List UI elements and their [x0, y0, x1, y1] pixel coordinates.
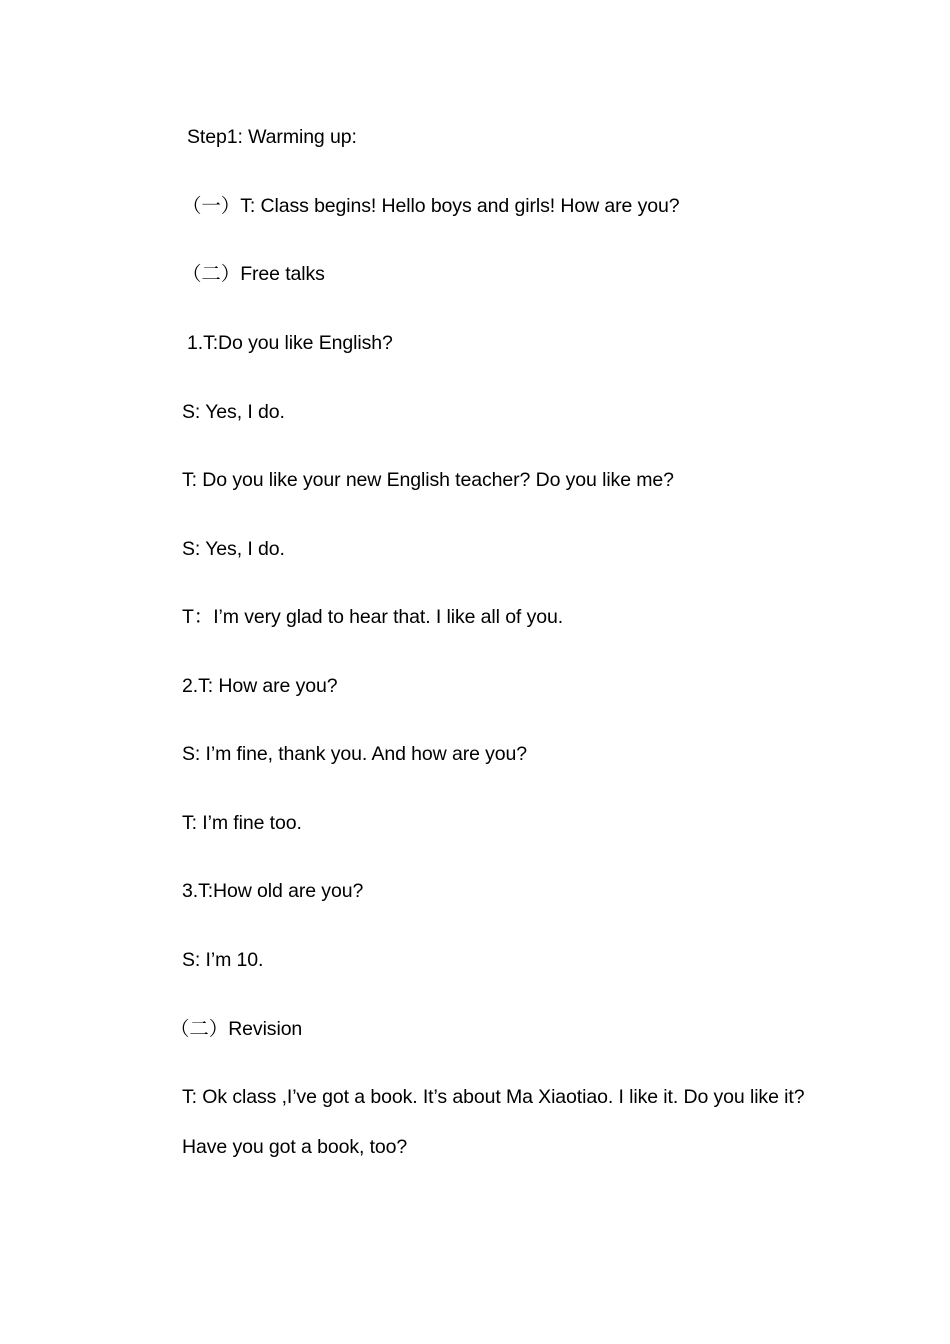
section-warming-greeting: （一）T: Class begins! Hello boys and girls! How are you? — [182, 195, 680, 217]
dialogue-line: T: Ok class ,I’ve got a book. It’s about Ma Xiaotiao. I like it. Do you like it? — [182, 1086, 805, 1108]
dialogue-line: 3.T:How old are you? — [182, 880, 364, 902]
dialogue-line: S: Yes, I do. — [182, 401, 285, 423]
dialogue-line: Have you got a book, too? — [182, 1136, 408, 1158]
dialogue-line: T: I’m fine too. — [182, 812, 302, 834]
section-revision: （二）Revision — [170, 1018, 303, 1040]
dialogue-line: S: Yes, I do. — [182, 538, 285, 560]
section-free-talks: （二）Free talks — [182, 263, 325, 285]
dialogue-line: T：I’m very glad to hear that. I like all of you. — [182, 606, 564, 628]
step-heading: Step1: Warming up: — [187, 126, 357, 148]
dialogue-line: 2.T: How are you? — [182, 675, 338, 697]
dialogue-line: S: I’m 10. — [182, 949, 264, 971]
dialogue-line: T: Do you like your new English teacher? Do you like me? — [182, 469, 674, 491]
dialogue-line: S: I’m fine, thank you. And how are you? — [182, 743, 528, 765]
dialogue-line: 1.T:Do you like English? — [187, 332, 393, 354]
